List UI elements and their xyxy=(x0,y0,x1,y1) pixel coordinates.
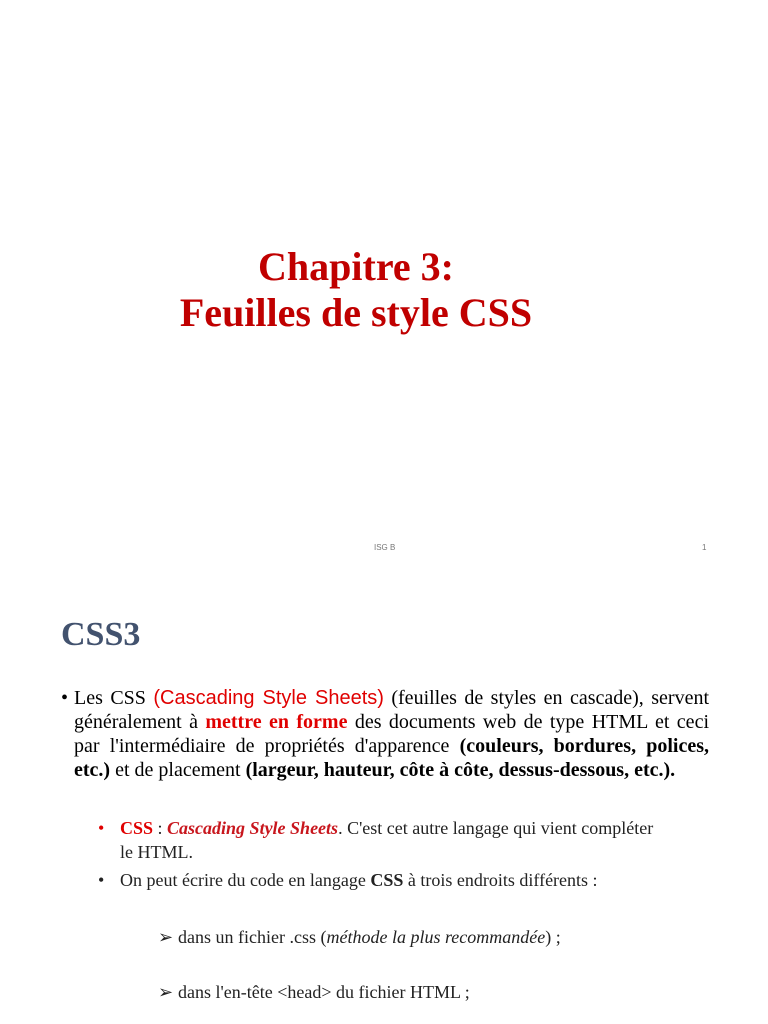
bold-text: (couleurs, bordures, polices, etc.) xyxy=(74,735,709,781)
arrow-bullet-icon: ➢ xyxy=(158,982,174,1002)
bullet-icon: • xyxy=(98,870,105,890)
page-number: 1 xyxy=(702,543,707,552)
text-run: à trois endroits différents : xyxy=(403,870,598,890)
text-run: On peut écrire du code en langage xyxy=(120,870,371,890)
sub-bullet-text xyxy=(120,816,658,864)
slide-2 xyxy=(0,580,768,1024)
text-run: dans l'en-tête <head> du fichier HTML ; xyxy=(178,982,470,1002)
arrow-item-2 xyxy=(158,980,658,1004)
text-run: Les CSS xyxy=(74,687,154,709)
main-bullet xyxy=(61,686,709,782)
css-label: CSS xyxy=(120,818,154,838)
sub-bullet-2 xyxy=(98,868,658,892)
sub-bullet-text xyxy=(120,868,658,892)
bullet-paragraph xyxy=(74,686,709,782)
bullet-icon: • xyxy=(61,687,69,709)
slide-title xyxy=(0,244,712,336)
arrow-item-1 xyxy=(158,925,658,949)
text-run: des documents web de type HTML et ceci par l'intermédiaire de propriétés d'apparence xyxy=(74,711,709,757)
slide-heading: CSS3 xyxy=(61,616,141,653)
emphasis-text: mettre en forme xyxy=(205,711,348,733)
sub-bullet-1 xyxy=(98,816,658,864)
title-line-2: Feuilles de style CSS xyxy=(179,290,533,335)
text-run: : xyxy=(153,818,168,838)
text-run: (feuilles de styles en cascade), servent généralement à xyxy=(74,687,710,733)
text-run: dans un fichier .css ( xyxy=(178,927,327,947)
bullet-icon: • xyxy=(98,818,105,838)
slide-footer: ISG B xyxy=(374,543,396,552)
text-run: ) ; xyxy=(545,927,561,947)
css-full-name: Cascading Style Sheets xyxy=(167,818,339,838)
bold-text: CSS xyxy=(370,870,404,890)
italic-text: méthode la plus recommandée xyxy=(326,927,546,947)
text-run: et de placement xyxy=(110,759,246,781)
css-acronym-expansion: (Cascading Style Sheets) xyxy=(153,687,384,709)
bold-text: (largeur, hauteur, côte à côte, dessus-dessous, etc.). xyxy=(245,759,676,781)
arrow-bullet-icon: ➢ xyxy=(158,927,174,947)
text-run: . C'est cet autre langage qui vient compléter le HTML. xyxy=(120,818,654,862)
title-line-1: Chapitre 3: xyxy=(258,244,454,289)
